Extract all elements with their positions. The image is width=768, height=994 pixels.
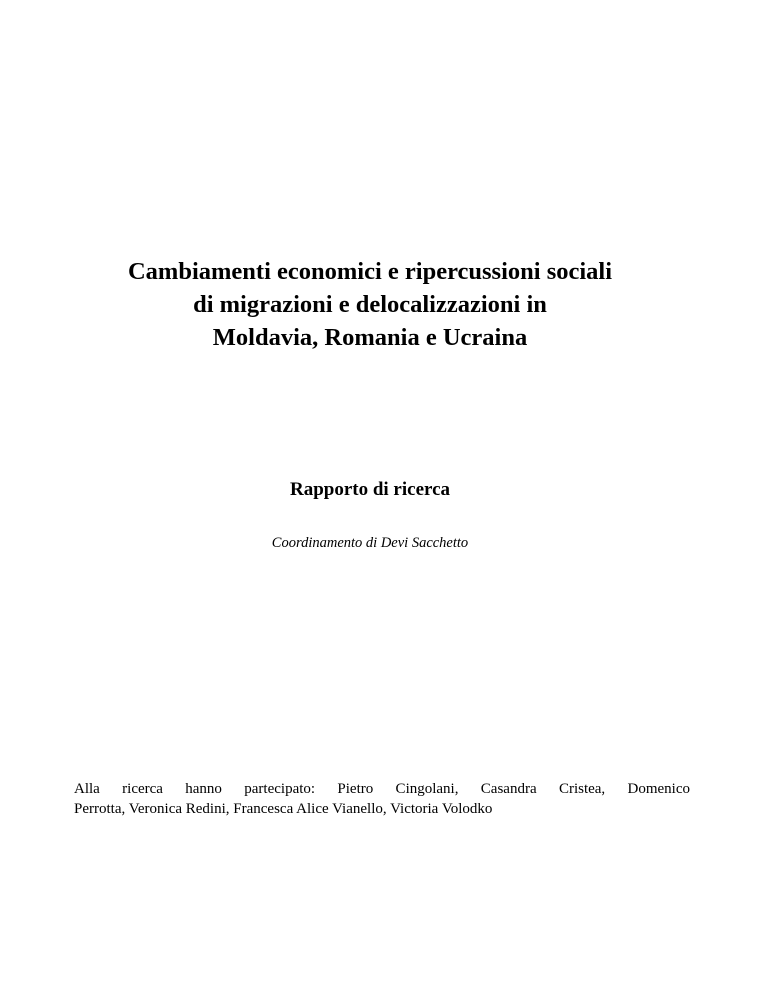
title-line: di migrazioni e delocalizzazioni in	[193, 291, 547, 318]
participants-line: Perrotta, Veronica Redini, Francesca Alice Vianello, Victoria Volodko	[74, 801, 493, 817]
participants-paragraph	[74, 779, 690, 819]
participants-line: Alla ricerca hanno partecipato: Pietro Cingolani, Casandra Cristea, Domenico	[74, 781, 690, 797]
report-type-heading: Rapporto di ricerca	[289, 479, 451, 500]
title-line: Moldavia, Romania e Ucraina	[212, 324, 528, 351]
coordination-note: Coordinamento di Devi Sacchetto	[271, 535, 469, 551]
title-line: Cambiamenti economici e ripercussioni sociali	[127, 258, 613, 285]
document-title	[0, 255, 740, 354]
